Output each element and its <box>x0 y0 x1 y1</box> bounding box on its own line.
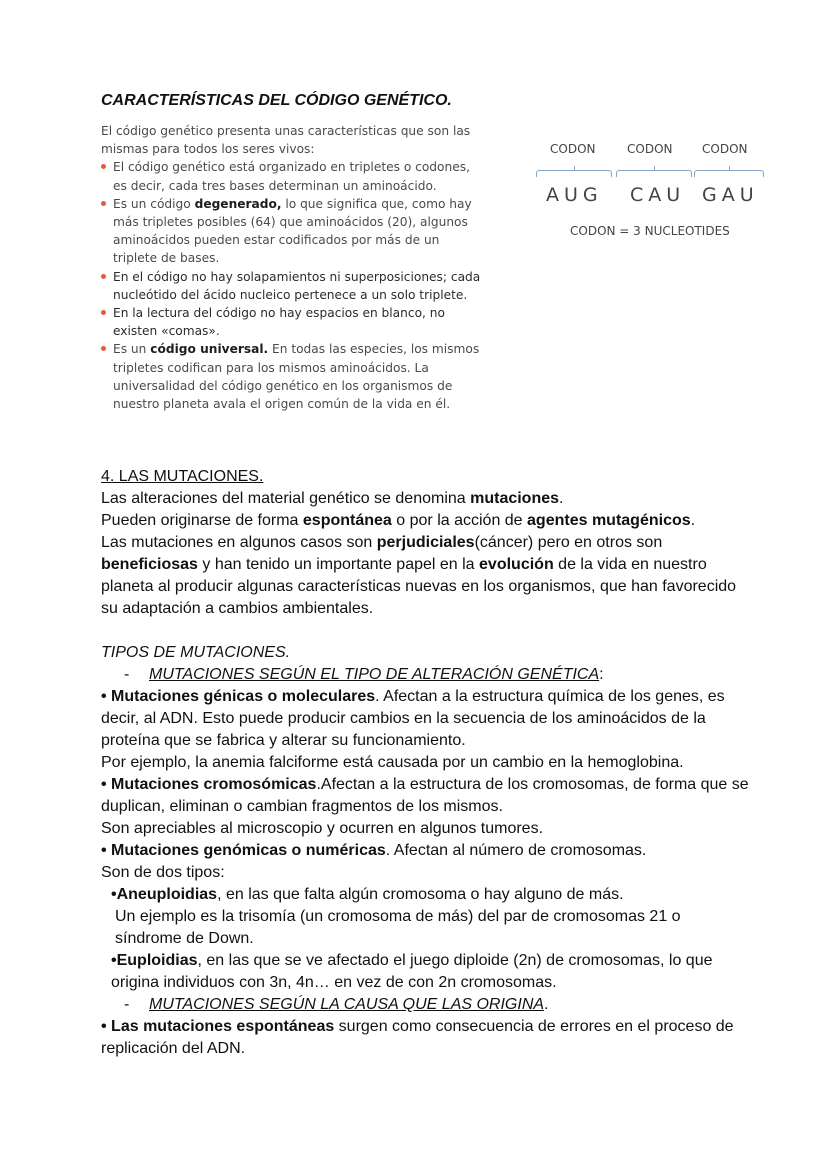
types-subheading: - MUTACIONES SEGÚN LA CAUSA QUE LAS ORIGINA. <box>124 996 549 1013</box>
characteristics-list <box>101 158 481 413</box>
codon-figure <box>532 140 772 250</box>
mutation-subtype: •Aneuploidias, en las que falta algún cromosoma o hay alguno de más. <box>111 886 624 903</box>
characteristics-title: CARACTERÍSTICAS DEL CÓDIGO GENÉTICO. <box>101 92 452 109</box>
main-text <box>101 466 751 1060</box>
codon-label: CODON <box>550 142 596 156</box>
mutations-paragraph: Pueden originarse de forma espontánea o por la acción de agentes mutagénicos. <box>101 512 696 529</box>
list-item: Es un código degenerado, lo que significa que, como hay más tripletes posibles (64) que aminoácidos (20), algunos aminoácidos pueden estar codificados por más de un triplete de bases. <box>101 195 481 268</box>
codon-brace <box>616 170 692 177</box>
characteristics-section <box>101 90 741 112</box>
mutation-type: • Mutaciones génicas o moleculares. Afectan a la estructura química de los genes, es decir, al ADN. Esto puede producir cambios en la secuencia de los aminoácidos de la proteína que se fabrica y alterar su funcionamiento. <box>101 688 725 749</box>
list-item: En la lectura del código no hay espacios en blanco, no existen «comas». <box>101 304 481 340</box>
codon-triplet: AUG <box>546 184 603 206</box>
list-item: Es un código universal. En todas las especies, los mismos tripletes codifican para los mismos aminoácidos. La universalidad del código genético en los organismos de nuestro planeta avala el origen común de la vida en él. <box>101 340 481 413</box>
mutation-note: Son de dos tipos: <box>101 864 225 881</box>
mutation-type: • Mutaciones cromosómicas.Afectan a la estructura de los cromosomas, de forma que se duplican, eliminan o cambian fragmentos de los mismos. <box>101 776 749 815</box>
mutations-paragraph: Las alteraciones del material genético se denomina mutaciones. <box>101 490 564 507</box>
codon-equation: CODON = 3 NUCLEOTIDES <box>570 224 730 238</box>
list-item: En el código no hay solapamientos ni superposiciones; cada nucleótido del ácido nucleico pertenece a un solo triplete. <box>101 268 481 304</box>
characteristics-intro: El código genético presenta unas características que son las mismas para todos los seres vivos: <box>101 124 471 157</box>
mutations-paragraph: Las mutaciones en algunos casos son perjudiciales(cáncer) pero en otros son beneficiosas y han tenido un importante papel en la evolución de la vida en nuestro planeta al producir algunas características nuevas en los organismos, que han favorecido su adaptación a cambios ambientales. <box>101 534 737 617</box>
mutation-example: Por ejemplo, la anemia falciforme está causada por un cambio en la hemoglobina. <box>101 754 684 771</box>
types-heading: TIPOS DE MUTACIONES. <box>101 644 291 661</box>
codon-label: CODON <box>627 142 673 156</box>
mutation-type: • Las mutaciones espontáneas surgen como consecuencia de errores en el proceso de replicación del ADN. <box>101 1018 734 1057</box>
mutation-subtype: •Euploidias, en las que se ve afectado el juego diploide (2n) de cromosomas, lo que origina individuos con 3n, 4n… en vez de con 2n cromosomas. <box>111 952 713 991</box>
textbook-excerpt <box>101 122 481 413</box>
mutation-note: Son apreciables al microscopio y ocurren en algunos tumores. <box>101 820 544 837</box>
mutations-heading: 4. LAS MUTACIONES. <box>101 468 264 485</box>
mutation-example: Un ejemplo es la trisomía (un cromosoma de más) del par de cromosomas 21 o síndrome de Down. <box>115 908 681 947</box>
list-item: El código genético está organizado en tripletes o codones, es decir, cada tres bases determinan un aminoácido. <box>101 158 481 194</box>
codon-brace <box>536 170 612 177</box>
codon-label: CODON <box>702 142 748 156</box>
codon-triplet: GAU <box>702 184 759 206</box>
codon-brace <box>694 170 764 177</box>
mutation-type: • Mutaciones genómicas o numéricas. Afectan al número de cromosomas. <box>101 842 647 859</box>
codon-triplet: CAU <box>630 184 686 206</box>
types-subheading: - MUTACIONES SEGÚN EL TIPO DE ALTERACIÓN GENÉTICA: <box>124 666 604 683</box>
